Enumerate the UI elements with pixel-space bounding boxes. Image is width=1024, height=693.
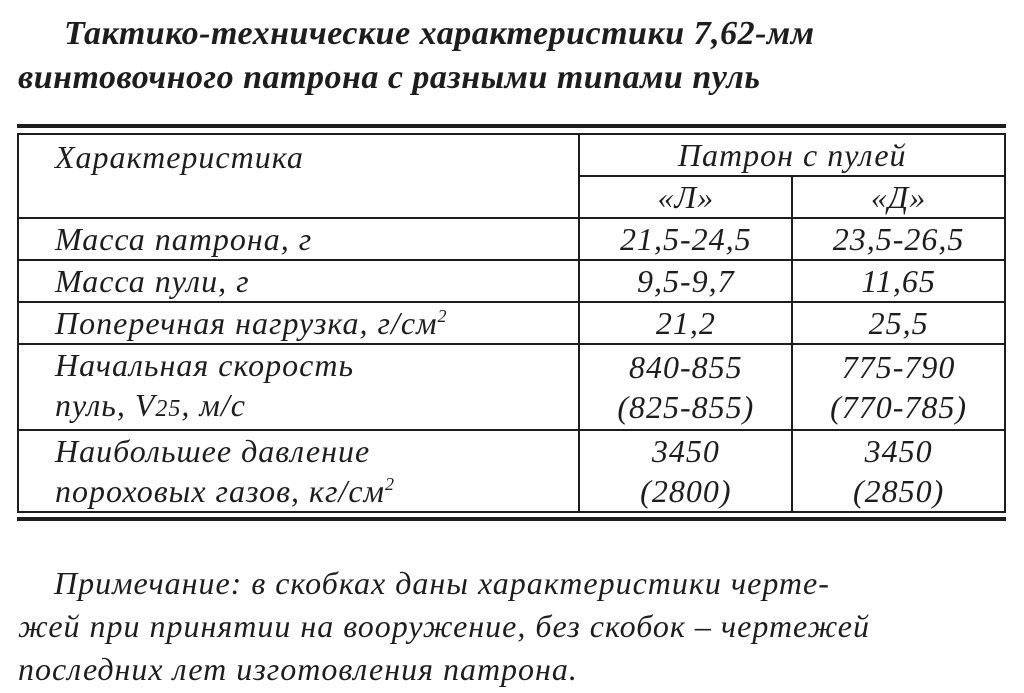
row-label-bullet-mass: Масса пули, г [18, 260, 579, 302]
table-row [18, 430, 1005, 512]
row-label-muzzle-velocity: Начальная скорость пуль, V25, м/с [18, 344, 579, 430]
table-top-rule [17, 124, 1006, 128]
header-col-d: «Д» [792, 176, 1005, 218]
page-title [18, 12, 1008, 100]
title-line-1: Тактико-технические характеристики 7,62-мм [64, 15, 815, 52]
table-header-row [18, 134, 1005, 176]
row-label-max-pressure: Наибольшее давление пороховых газов, $кг/см^2$ [18, 430, 579, 512]
note-line-3: последних лет изготовления патрона. [18, 651, 578, 687]
table-bottom-rule [17, 517, 1006, 521]
header-cartridge-group: Патрон с пулей [579, 134, 1005, 176]
row-value-d: 3450 (2850) [792, 430, 1005, 512]
row-value-d: 23,5-26,5 [792, 218, 1005, 260]
header-col-l: «Л» [579, 176, 792, 218]
row-value-l: 21,2 [579, 302, 792, 344]
note-line-2: жей при принятии на вооружение, без скобок – чертежей [18, 608, 870, 644]
table-row [18, 218, 1005, 260]
row-value-d: 25,5 [792, 302, 1005, 344]
table-row [18, 344, 1005, 430]
row-label-cartridge-mass: Масса патрона, г [18, 218, 579, 260]
row-value-l: 9,5-9,7 [579, 260, 792, 302]
row-label-sectional-density: Поперечная нагрузка, $г/см^2$ [18, 302, 579, 344]
table-row [18, 302, 1005, 344]
table-row [18, 260, 1005, 302]
row-value-l: 840-855 (825-855) [579, 344, 792, 430]
row-value-l: 21,5-24,5 [579, 218, 792, 260]
table-note [18, 562, 1003, 691]
note-line-1: Примечание: в скобках даны характеристики черте- [54, 565, 830, 601]
specs-table [17, 133, 1006, 513]
row-value-d: 775-790 (770-785) [792, 344, 1005, 430]
title-line-2: винтовочного патрона с разными типами пуль [18, 59, 761, 96]
row-value-l: 3450 (2800) [579, 430, 792, 512]
header-characteristic: Характеристика [18, 134, 579, 218]
row-value-d: 11,65 [792, 260, 1005, 302]
